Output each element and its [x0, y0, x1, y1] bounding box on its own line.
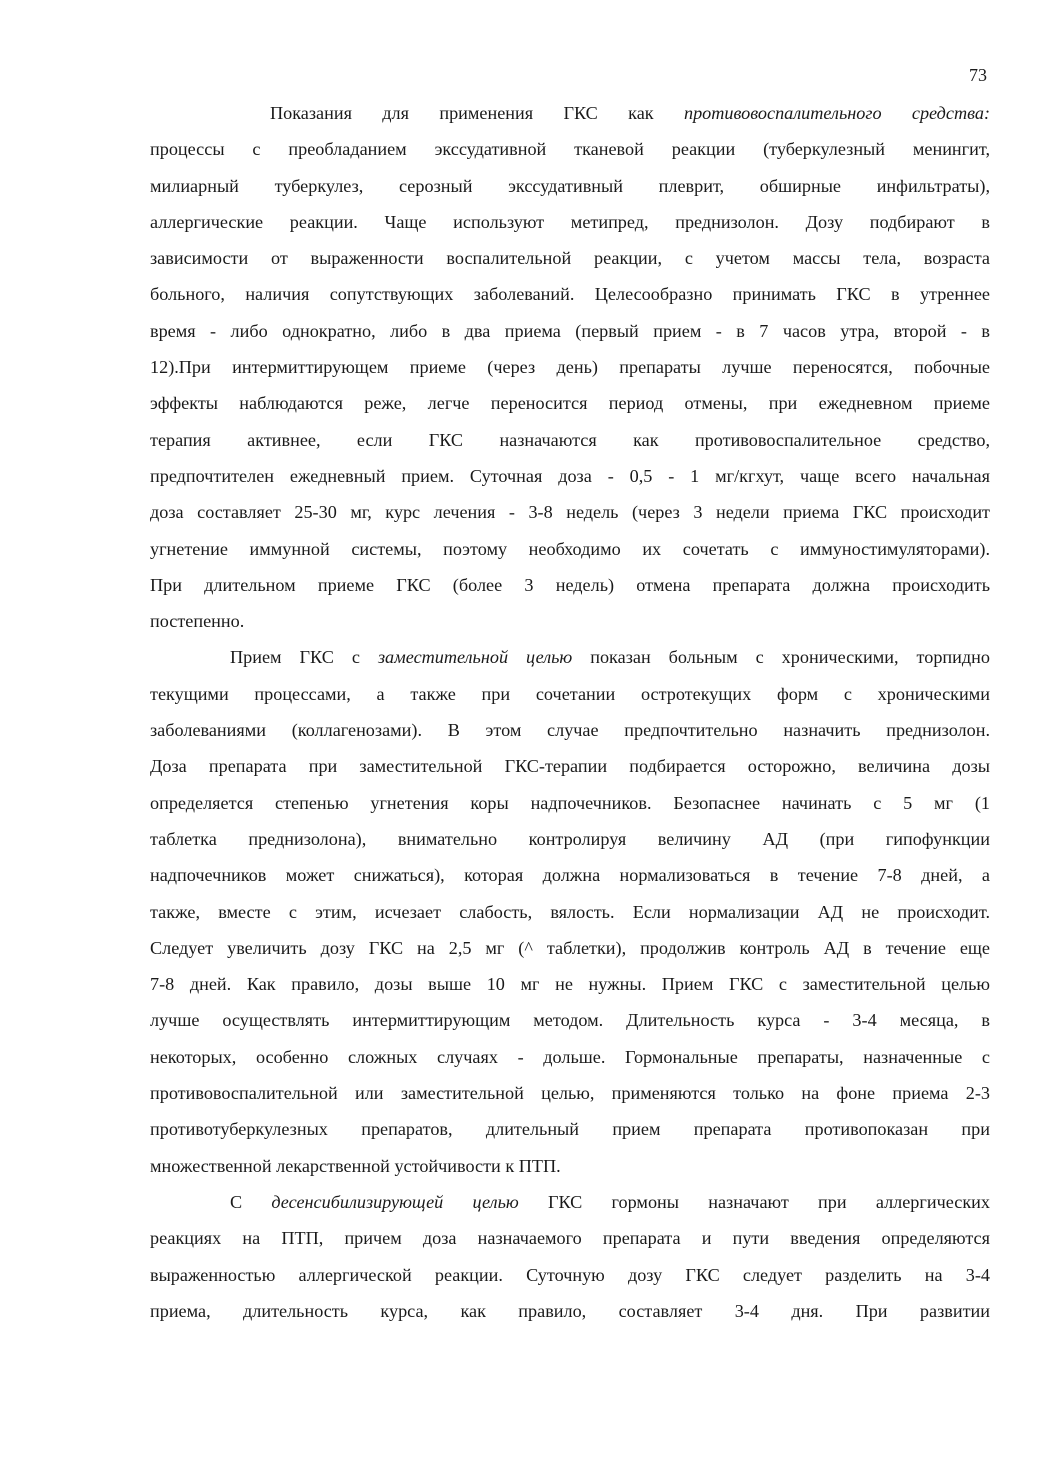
- text-line: [150, 1111, 990, 1147]
- italic-phrase: десенсибилизирующей целью: [271, 1191, 519, 1212]
- text-line: [150, 857, 990, 893]
- text-run: аллергические реакции. Чаще используют метипред, преднизолон. Дозу подбирают в: [150, 211, 990, 232]
- text-line: [150, 494, 990, 530]
- page-number: 73: [969, 65, 987, 85]
- text-line: [150, 276, 990, 312]
- text-run: эффекты наблюдаются реже, легче переносится период отмены, при ежедневном приеме: [150, 393, 990, 414]
- text-line: [150, 603, 990, 639]
- text-run: таблетка преднизолона), внимательно контролируя величину АД (при гипофункции: [150, 828, 990, 849]
- text-line: [150, 894, 990, 930]
- body-text: [150, 95, 990, 1329]
- text-run: милиарный туберкулез, серозный экссудативный плеврит, обширные инфильтраты),: [150, 175, 990, 196]
- text-run: лучше осуществлять интермиттирующим методом. Длительность курса - 3-4 месяца, в: [150, 1010, 990, 1031]
- text-run: время - либо однократно, либо в два приема (первый прием - в 7 часов утра, второй - в: [150, 320, 990, 341]
- text-line: [150, 458, 990, 494]
- text-line: [150, 1293, 990, 1329]
- text-line: [150, 1002, 990, 1038]
- text-line: [150, 1148, 990, 1184]
- text-line: [150, 676, 990, 712]
- text-run: текущими процессами, а также при сочетании остротекущих форм с хроническими: [150, 683, 990, 704]
- text-run: показан больным с хроническими, торпидно: [572, 647, 990, 668]
- text-run: Доза препарата при заместительной ГКС-терапии подбирается осторожно, величина дозы: [150, 756, 990, 777]
- text-run: также, вместе с этим, исчезает слабость, вялость. Если нормализации АД не происходит.: [150, 901, 990, 922]
- text-line: [150, 639, 990, 675]
- text-run: приема, длительность курса, как правило, составляет 3-4 дня. При развитии: [150, 1300, 990, 1321]
- text-run: 12).При интермиттирующем приеме (через день) препараты лучше переносятся, побочные: [150, 357, 990, 378]
- text-run: больного, наличия сопутствующих заболеваний. Целесообразно принимать ГКС в утреннее: [150, 284, 990, 305]
- text-line: [150, 748, 990, 784]
- italic-phrase: противовоспалительного средства:: [683, 103, 990, 123]
- text-line: [150, 567, 990, 603]
- text-line: [150, 1075, 990, 1111]
- text-line: [150, 422, 990, 458]
- text-line: [150, 821, 990, 857]
- text-run: зависимости от выраженности воспалительной реакции, с учетом массы тела, возраста: [150, 248, 990, 269]
- text-run: При длительном приеме ГКС (более 3 недель) отмена препарата должна происходить: [150, 574, 990, 595]
- text-run: угнетение иммунной системы, поэтому необходимо их сочетать с иммуностимуляторами).: [150, 538, 990, 559]
- text-run: 7-8 дней. Как правило, дозы выше 10 мг не нужны. Прием ГКС с заместительной целью: [150, 974, 990, 995]
- text-line: [150, 204, 990, 240]
- text-run: определяется степенью угнетения коры надпочечников. Безопаснее начинать с 5 мг (1: [150, 792, 990, 813]
- text-line: [150, 1257, 990, 1293]
- italic-phrase: заместительной целью: [377, 647, 573, 668]
- text-line: [150, 313, 990, 349]
- text-run: доза составляет 25-30 мг, курс лечения - 3-8 недель (через 3 недели приема ГКС происходит: [150, 502, 990, 523]
- text-line: [150, 930, 990, 966]
- text-run: заболеваниями (коллагенозами). В этом случае предпочтительно назначить преднизолон.: [150, 720, 990, 741]
- text-run: некоторых, особенно сложных случаях - дольше. Гормональные препараты, назначенные с: [150, 1046, 990, 1067]
- text-line: [150, 785, 990, 821]
- text-run: противовоспалительной или заместительной целью, применяются только на фоне приема 2-3: [150, 1083, 990, 1104]
- text-line: [150, 1220, 990, 1256]
- text-run: множественной лекарственной устойчивости к ПТП.: [150, 1155, 561, 1176]
- text-run: ГКС гормоны назначают при аллергических: [518, 1191, 990, 1212]
- text-line: [150, 168, 990, 204]
- text-run: терапия активнее, если ГКС назначаются как противовоспалительное средство,: [150, 429, 990, 450]
- text-run: постепенно.: [150, 611, 245, 632]
- text-line: [150, 240, 990, 276]
- text-line: [150, 712, 990, 748]
- text-line: [150, 966, 990, 1002]
- text-run: выраженностью аллергической реакции. Суточную дозу ГКС следует разделить на 3-4: [150, 1264, 990, 1285]
- text-line: [150, 349, 990, 385]
- text-line: [150, 131, 990, 167]
- text-line: [150, 385, 990, 421]
- text-run: Показания для применения ГКС как: [270, 103, 684, 123]
- text-run: Прием ГКС с: [230, 647, 378, 668]
- text-run: процессы с преобладанием экссудативной тканевой реакции (туберкулезный менингит,: [150, 139, 990, 160]
- text-run: реакциях на ПТП, причем доза назначаемого препарата и пути введения определяются: [150, 1228, 990, 1249]
- text-line: [150, 1184, 990, 1220]
- text-line: [150, 1039, 990, 1075]
- text-run: Следует увеличить дозу ГКС на 2,5 мг (^ таблетки), продолжив контроль АД в течение еще: [150, 937, 990, 958]
- text-line: [150, 95, 990, 131]
- text-run: С: [230, 1191, 272, 1212]
- text-run: надпочечников может снижаться), которая должна нормализоваться в течение 7-8 дней, а: [150, 865, 990, 886]
- text-line: [150, 531, 990, 567]
- text-run: предпочтителен ежедневный прием. Суточная доза - 0,5 - 1 мг/кгхут, чаще всего начальная: [150, 465, 990, 486]
- text-run: противотуберкулезных препаратов, длительный прием препарата противопоказан при: [150, 1119, 990, 1140]
